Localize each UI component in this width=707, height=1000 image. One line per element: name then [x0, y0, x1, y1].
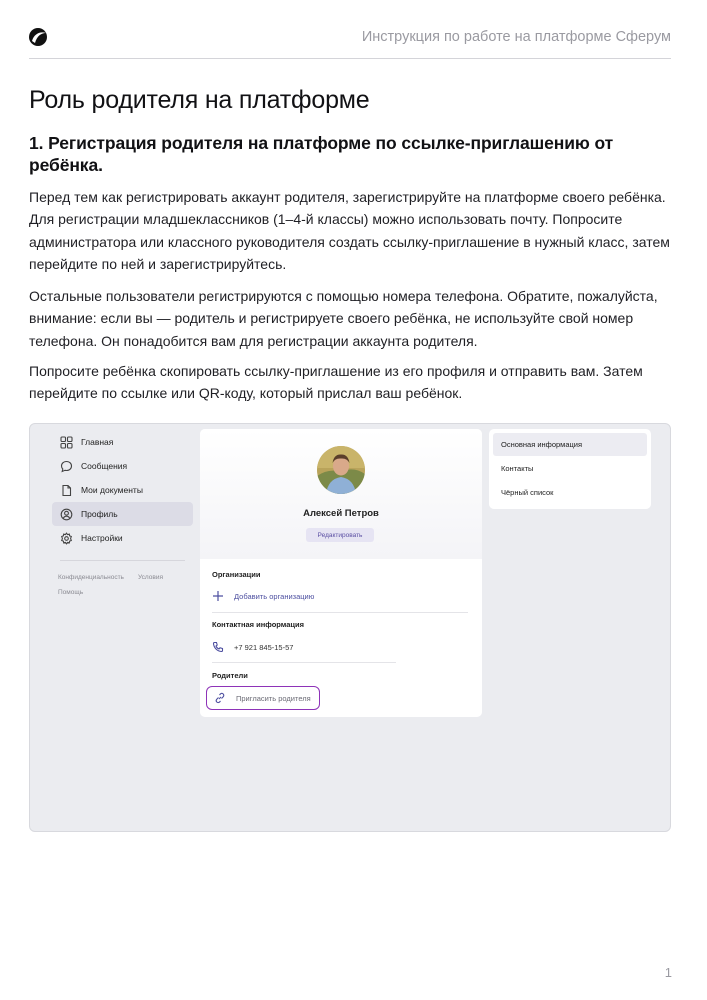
plus-icon [212, 590, 224, 602]
menu-item-basic-info[interactable]: Основная информация [493, 433, 647, 456]
sidebar-item-label: Профиль [81, 509, 118, 519]
parents-label: Родители [212, 671, 248, 680]
sidebar-item-label: Главная [81, 437, 114, 447]
grid-icon [60, 436, 73, 449]
invite-parent-label: Пригласить родителя [236, 693, 311, 703]
sferum-logo-icon [28, 27, 48, 47]
add-organization-label: Добавить организацию [234, 591, 315, 601]
profile-header [200, 429, 482, 559]
profile-sections-menu [489, 429, 651, 509]
sidebar-item-profile[interactable] [52, 502, 193, 526]
menu-item-contacts[interactable]: Контакты [501, 464, 534, 473]
sidebar-item-label: Настройки [81, 533, 123, 543]
sidebar-item-messages[interactable] [52, 454, 193, 478]
phone-icon [212, 641, 224, 653]
chat-bubble-icon [60, 460, 73, 473]
paragraph-2: Остальные пользователи регистрируются с помощью номера телефона. Обратите, пожалуйста, внимание: если вы — родитель и регистрируете своего ребёнка, не используйте свой номер телефона. Он понадобится вам для регистрации аккаунта родителя. [29, 288, 658, 349]
help-link[interactable]: Помощь [58, 589, 84, 596]
document-header-title: Инструкция по работе на платформе Сферум [361, 29, 671, 45]
section-title: 1. Регистрация родителя на платформе по ссылке-приглашению от ребёнка. [29, 133, 614, 175]
footer-links [52, 570, 193, 600]
privacy-link[interactable]: Конфиденциальность [58, 574, 124, 581]
paragraph-1: Перед тем как регистрировать аккаунт родителя, зарегистрируйте на платформе своего ребёнка. Для регистрации младшеклассников (1–4-й классы) можно использовать почту. Попросите администратора или классного руководителя создать ссылку-приглашение в нужный класс, затем перейдите по ней и зарегистрируйтесь. [29, 189, 670, 272]
sidebar-item-label: Сообщения [81, 461, 128, 471]
link-icon [214, 692, 226, 704]
user-circle-icon [60, 508, 73, 521]
profile-card [200, 429, 482, 717]
sidebar-item-documents[interactable] [52, 478, 193, 502]
phone-row [212, 641, 293, 653]
sidebar-item-home[interactable] [52, 430, 193, 454]
edit-profile-button[interactable]: Редактировать [306, 528, 374, 542]
menu-item-blacklist[interactable]: Чёрный список [501, 488, 554, 497]
sidebar-divider [60, 560, 185, 561]
section-divider [212, 662, 396, 663]
gear-icon [60, 532, 73, 545]
organizations-label: Организации [212, 570, 261, 579]
add-organization-button[interactable] [212, 590, 314, 602]
profile-name: Алексей Петров [303, 508, 379, 519]
terms-link[interactable]: Условия [137, 574, 163, 581]
page-number: 1 [664, 965, 672, 980]
avatar [317, 446, 365, 494]
invite-parent-button[interactable] [214, 692, 311, 704]
sidebar-item-label: Мои документы [81, 485, 143, 495]
contact-info-label: Контактная информация [212, 620, 305, 629]
document-icon [60, 484, 73, 497]
sidebar-item-settings[interactable] [52, 526, 193, 550]
sidebar [52, 430, 193, 600]
profile-screenshot [29, 423, 671, 832]
page-title: Роль родителя на платформе [29, 86, 370, 114]
section-divider [212, 612, 468, 613]
paragraph-3: Попросите ребёнка скопировать ссылку-приглашение из его профиля и отправить вам. Затем перейдите по ссылке или QR-коду, который прислал ваш ребёнок. [29, 363, 643, 402]
header-divider [29, 58, 671, 59]
phone-number: +7 921 845-15-57 [234, 642, 294, 652]
